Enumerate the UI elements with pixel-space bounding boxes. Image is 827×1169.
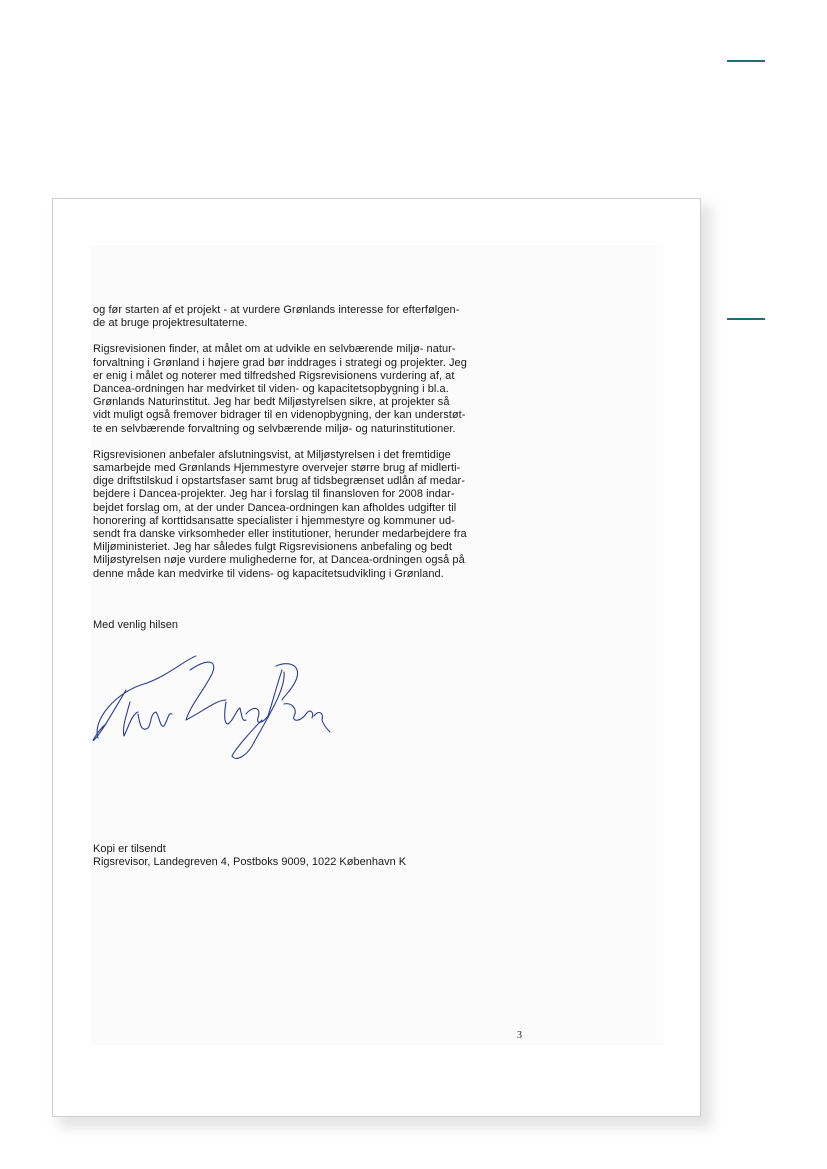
text-line: te en selvbærende forvaltning og selvbærende miljø- og naturinstitutioner. [93,422,456,435]
text-line: Rigsrevisionen finder, at målet om at udvikle en selvbærende miljø- natur- [93,343,456,356]
letter-body [93,304,533,594]
text-line: Grønlands Naturinstitut. Jeg har bedt Miljøstyrelsen sikre, at projekter så [93,396,450,409]
closing-greeting: Med venlig hilsen [93,619,178,631]
text-line: de at bruge projektresultaterne. [93,317,248,330]
text-line: bejdet forslag om, at der under Dancea-ordningen kan afholdes udgifter til [93,501,457,514]
text-line: bejdere i Dancea-projekter. Jeg har i forslag til finansloven for 2008 indar- [93,488,455,501]
signature-icon [86,650,331,770]
text-line: forvaltning i Grønland i højere grad bør inddrages i strategi og projekter. Jeg [93,356,467,369]
copy-recipient: Rigsrevisor, Landegreven 4, Postboks 9009, 1022 København K [93,856,407,869]
text-line: honorering af korttidsansatte specialister i hjemmestyre og kommuner ud- [93,514,455,527]
text-line: sendt fra danske virksomheder eller institutioner, herunder medarbejdere fra [93,528,467,541]
text-line: samarbejde med Grønlands Hjemmestyre overvejer større brug af midlerti- [93,462,461,475]
text-line: er enig i målet og noterer med tilfredshed Rigsrevisionens vurdering af, at [93,369,455,382]
accent-rule-middle [727,318,765,320]
text-line: Dancea-ordningen har medvirket til viden- og kapacitetsopbygning i bl.a. [93,383,449,396]
text-line: Miljøministeriet. Jeg har således fulgt Rigsrevisionens anbefaling og bedt [93,541,452,554]
copy-heading: Kopi er tilsendt [93,843,166,855]
text-line: Miljøstyrelsen nøje vurdere mulighederne for, at Dancea-ordningen også på [93,554,465,567]
text-line: og før starten af et projekt - at vurdere Grønlands interesse for efterfølgen- [93,304,460,316]
paragraph-1 [93,304,533,330]
text-line: dige driftstilskud i opstartsfaser samt brug af tidsbegrænset udlån af medar- [93,475,465,488]
text-line: Rigsrevisionen anbefaler afslutningsvist, at Miljøstyrelsen i det fremtidige [93,448,451,461]
paragraph-2 [93,343,533,435]
text-line: denne måde kan medvirke til videns- og kapacitetsudvikling i Grønland. [93,567,444,580]
paragraph-3 [93,449,533,581]
copy-notice [93,843,406,869]
page-number: 3 [517,1030,522,1041]
accent-rule-top [727,60,765,62]
text-line: vidt muligt også fremover bidrager til en videnopbygning, der kan understøt- [93,409,466,422]
